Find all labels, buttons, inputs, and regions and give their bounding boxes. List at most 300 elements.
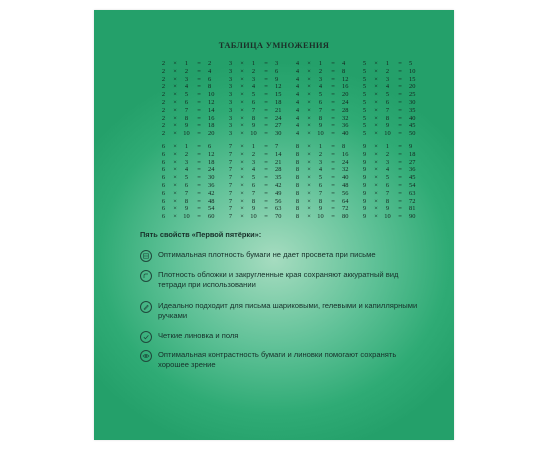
table-factor-a: 9 bbox=[362, 174, 367, 182]
table-equals-sign: = bbox=[398, 91, 402, 99]
table-equals-sign: = bbox=[197, 181, 201, 189]
table-equals-sign: = bbox=[197, 197, 201, 205]
table-times-sign: × bbox=[240, 91, 244, 99]
table-factor-b: 4 bbox=[184, 83, 189, 91]
table-result: 36 bbox=[409, 166, 416, 174]
table-times-sign: × bbox=[307, 205, 311, 213]
table-factor-b: 1 bbox=[318, 143, 323, 150]
table-factor-b: 5 bbox=[385, 174, 390, 182]
table-times-sign: × bbox=[240, 143, 244, 150]
table-equals-sign: = bbox=[331, 143, 335, 150]
table-result: 54 bbox=[409, 181, 416, 189]
table-factor-a: 7 bbox=[228, 205, 233, 213]
table-factor-b: 3 bbox=[251, 158, 256, 166]
table-equals-sign: = bbox=[331, 114, 335, 122]
table-factor-b: 6 bbox=[385, 98, 390, 106]
table-factor-a: 7 bbox=[228, 213, 233, 221]
table-factor-b: 2 bbox=[318, 150, 323, 158]
table-times-sign: × bbox=[240, 197, 244, 205]
table-result: 8 bbox=[208, 83, 212, 91]
table-factor-b: 4 bbox=[318, 83, 323, 91]
table-times-sign: × bbox=[307, 158, 311, 166]
table-factor-a: 5 bbox=[362, 67, 367, 75]
table-equals-sign: = bbox=[264, 75, 268, 83]
table-times-sign: × bbox=[307, 83, 311, 91]
table-times-sign: × bbox=[374, 181, 378, 189]
table-times-sign: × bbox=[307, 98, 311, 106]
table-factor-b: 8 bbox=[184, 197, 189, 205]
table-factor-b: 10 bbox=[384, 213, 391, 221]
times-table-row bbox=[359, 151, 439, 159]
table-times-sign: × bbox=[307, 174, 311, 182]
table-factor-a: 9 bbox=[362, 189, 367, 197]
table-factor-b: 10 bbox=[183, 130, 190, 138]
times-table-row bbox=[359, 91, 439, 99]
table-factor-b: 4 bbox=[385, 83, 390, 91]
table-result: 12 bbox=[208, 98, 215, 106]
table-result: 6 bbox=[208, 143, 212, 150]
table-factor-b: 3 bbox=[318, 75, 323, 83]
table-times-sign: × bbox=[307, 143, 311, 150]
table-times-sign: × bbox=[374, 83, 378, 91]
table-times-sign: × bbox=[374, 143, 378, 150]
table-equals-sign: = bbox=[264, 67, 268, 75]
table-factor-b: 9 bbox=[385, 205, 390, 213]
table-factor-b: 4 bbox=[251, 166, 256, 174]
table-equals-sign: = bbox=[264, 130, 268, 138]
table-factor-b: 8 bbox=[251, 197, 256, 205]
table-equals-sign: = bbox=[398, 98, 402, 106]
table-result: 42 bbox=[208, 189, 215, 197]
table-times-sign: × bbox=[374, 174, 378, 182]
table-times-sign: × bbox=[173, 143, 177, 150]
table-equals-sign: = bbox=[331, 174, 335, 182]
times-table-block bbox=[359, 143, 439, 221]
table-factor-b: 5 bbox=[318, 174, 323, 182]
table-factor-b: 1 bbox=[251, 60, 256, 67]
table-equals-sign: = bbox=[331, 83, 335, 91]
table-equals-sign: = bbox=[398, 205, 402, 213]
table-factor-a: 6 bbox=[161, 189, 166, 197]
times-table-row bbox=[359, 122, 439, 130]
table-factor-b: 1 bbox=[251, 143, 256, 150]
table-result: 72 bbox=[409, 197, 416, 205]
table-equals-sign: = bbox=[197, 83, 201, 91]
table-result: 21 bbox=[275, 106, 282, 114]
table-equals-sign: = bbox=[331, 189, 335, 197]
table-factor-b: 3 bbox=[318, 158, 323, 166]
table-times-sign: × bbox=[374, 130, 378, 138]
table-times-sign: × bbox=[173, 67, 177, 75]
table-factor-b: 3 bbox=[385, 75, 390, 83]
table-times-sign: × bbox=[374, 60, 378, 67]
table-factor-b: 2 bbox=[184, 67, 189, 75]
table-equals-sign: = bbox=[331, 106, 335, 114]
table-factor-a: 9 bbox=[362, 205, 367, 213]
table-result: 60 bbox=[208, 213, 215, 221]
table-result: 20 bbox=[208, 130, 215, 138]
table-result: 80 bbox=[342, 213, 349, 221]
table-equals-sign: = bbox=[197, 189, 201, 197]
table-times-sign: × bbox=[374, 197, 378, 205]
table-times-sign: × bbox=[240, 158, 244, 166]
table-equals-sign: = bbox=[264, 174, 268, 182]
table-factor-a: 2 bbox=[161, 67, 166, 75]
table-factor-a: 4 bbox=[295, 106, 300, 114]
table-factor-a: 3 bbox=[228, 122, 233, 130]
table-result: 2 bbox=[208, 60, 212, 67]
table-factor-a: 7 bbox=[228, 158, 233, 166]
table-result: 30 bbox=[275, 130, 282, 138]
table-factor-b: 7 bbox=[184, 189, 189, 197]
property-text: Плотность обложки и закругленные края сохраняют аккуратный вид тетради при использовании bbox=[158, 270, 399, 290]
table-times-sign: × bbox=[307, 189, 311, 197]
table-equals-sign: = bbox=[264, 181, 268, 189]
table-factor-b: 1 bbox=[184, 143, 189, 150]
table-equals-sign: = bbox=[197, 143, 201, 150]
table-times-sign: × bbox=[374, 114, 378, 122]
table-factor-b: 10 bbox=[317, 213, 324, 221]
table-times-sign: × bbox=[240, 106, 244, 114]
table-factor-a: 7 bbox=[228, 143, 233, 150]
times-table-row bbox=[359, 130, 439, 138]
table-result: 15 bbox=[409, 75, 416, 83]
table-equals-sign: = bbox=[197, 158, 201, 166]
table-times-sign: × bbox=[240, 130, 244, 138]
table-equals-sign: = bbox=[264, 143, 268, 150]
table-factor-a: 9 bbox=[362, 197, 367, 205]
table-factor-a: 8 bbox=[295, 205, 300, 213]
table-equals-sign: = bbox=[331, 158, 335, 166]
table-result: 90 bbox=[409, 213, 416, 221]
property-text: Оптимальная контрастность бумаги и линовки помогают сохранять хорошее зрение bbox=[158, 350, 397, 370]
table-times-sign: × bbox=[240, 174, 244, 182]
table-factor-a: 8 bbox=[295, 181, 300, 189]
table-times-sign: × bbox=[240, 150, 244, 158]
table-factor-b: 4 bbox=[318, 166, 323, 174]
table-result: 8 bbox=[342, 143, 346, 150]
table-factor-a: 9 bbox=[362, 158, 367, 166]
table-result: 24 bbox=[342, 158, 349, 166]
table-equals-sign: = bbox=[398, 130, 402, 138]
times-table-row bbox=[359, 115, 439, 123]
table-times-sign: × bbox=[240, 114, 244, 122]
table-equals-sign: = bbox=[264, 60, 268, 67]
table-factor-b: 3 bbox=[251, 75, 256, 83]
table-result: 28 bbox=[342, 106, 349, 114]
table-factor-a: 2 bbox=[161, 130, 166, 138]
table-factor-a: 9 bbox=[362, 166, 367, 174]
table-equals-sign: = bbox=[197, 130, 201, 138]
table-factor-b: 8 bbox=[318, 114, 323, 122]
table-equals-sign: = bbox=[264, 91, 268, 99]
table-times-sign: × bbox=[173, 75, 177, 83]
table-result: 42 bbox=[275, 181, 282, 189]
table-times-sign: × bbox=[307, 213, 311, 221]
pen-icon bbox=[140, 301, 152, 313]
table-factor-a: 9 bbox=[362, 213, 367, 221]
table-factor-b: 8 bbox=[318, 197, 323, 205]
table-factor-a: 3 bbox=[228, 75, 233, 83]
table-equals-sign: = bbox=[331, 197, 335, 205]
table-factor-b: 8 bbox=[184, 114, 189, 122]
table-result: 48 bbox=[342, 181, 349, 189]
table-times-sign: × bbox=[240, 75, 244, 83]
table-times-sign: × bbox=[173, 158, 177, 166]
table-result: 54 bbox=[208, 205, 215, 213]
table-factor-b: 9 bbox=[385, 122, 390, 130]
table-times-sign: × bbox=[173, 166, 177, 174]
table-result: 70 bbox=[275, 213, 282, 221]
table-result: 5 bbox=[409, 60, 413, 67]
table-factor-a: 3 bbox=[228, 130, 233, 138]
table-factor-b: 9 bbox=[184, 122, 189, 130]
table-factor-b: 6 bbox=[251, 181, 256, 189]
table-result: 45 bbox=[409, 122, 416, 130]
table-times-sign: × bbox=[374, 205, 378, 213]
times-table-row bbox=[359, 76, 439, 84]
table-factor-b: 10 bbox=[384, 130, 391, 138]
table-factor-b: 5 bbox=[251, 174, 256, 182]
table-equals-sign: = bbox=[331, 60, 335, 67]
table-times-sign: × bbox=[173, 122, 177, 130]
table-factor-a: 4 bbox=[295, 67, 300, 75]
table-result: 6 bbox=[208, 75, 212, 83]
table-factor-a: 2 bbox=[161, 75, 166, 83]
table-factor-b: 8 bbox=[251, 114, 256, 122]
table-times-sign: × bbox=[307, 150, 311, 158]
table-factor-b: 3 bbox=[385, 158, 390, 166]
table-result: 32 bbox=[342, 114, 349, 122]
table-result: 30 bbox=[208, 174, 215, 182]
table-factor-a: 3 bbox=[228, 106, 233, 114]
property-text: Четкие линовка и поля bbox=[158, 331, 239, 340]
cover-title: ТАБЛИЦА УМНОЖЕНИЯ bbox=[218, 40, 330, 50]
table-factor-a: 7 bbox=[228, 174, 233, 182]
table-factor-b: 5 bbox=[184, 174, 189, 182]
table-result: 12 bbox=[342, 75, 349, 83]
times-table-row bbox=[359, 205, 439, 213]
table-result: 24 bbox=[275, 114, 282, 122]
table-times-sign: × bbox=[307, 166, 311, 174]
table-equals-sign: = bbox=[331, 67, 335, 75]
table-factor-a: 3 bbox=[228, 60, 233, 67]
table-result: 12 bbox=[275, 83, 282, 91]
table-factor-b: 2 bbox=[318, 67, 323, 75]
table-equals-sign: = bbox=[398, 174, 402, 182]
table-equals-sign: = bbox=[264, 158, 268, 166]
table-factor-b: 10 bbox=[250, 130, 257, 138]
table-result: 49 bbox=[275, 189, 282, 197]
table-factor-a: 5 bbox=[362, 114, 367, 122]
table-equals-sign: = bbox=[264, 189, 268, 197]
table-factor-a: 5 bbox=[362, 91, 367, 99]
table-result: 40 bbox=[342, 174, 349, 182]
times-table-row bbox=[359, 83, 439, 91]
table-times-sign: × bbox=[240, 98, 244, 106]
table-factor-b: 4 bbox=[385, 166, 390, 174]
table-equals-sign: = bbox=[398, 114, 402, 122]
table-times-sign: × bbox=[374, 166, 378, 174]
table-result: 9 bbox=[409, 143, 413, 150]
table-result: 30 bbox=[409, 98, 416, 106]
table-result: 40 bbox=[409, 114, 416, 122]
table-factor-b: 10 bbox=[183, 213, 190, 221]
table-result: 7 bbox=[275, 143, 279, 150]
table-factor-b: 6 bbox=[184, 98, 189, 106]
table-factor-a: 4 bbox=[295, 83, 300, 91]
table-factor-b: 2 bbox=[251, 67, 256, 75]
table-result: 4 bbox=[342, 60, 346, 67]
table-equals-sign: = bbox=[264, 166, 268, 174]
table-factor-a: 4 bbox=[295, 130, 300, 138]
table-times-sign: × bbox=[307, 106, 311, 114]
table-equals-sign: = bbox=[331, 130, 335, 138]
table-equals-sign: = bbox=[197, 75, 201, 83]
table-equals-sign: = bbox=[398, 158, 402, 166]
table-equals-sign: = bbox=[398, 189, 402, 197]
table-result: 28 bbox=[275, 166, 282, 174]
table-equals-sign: = bbox=[264, 150, 268, 158]
table-equals-sign: = bbox=[197, 67, 201, 75]
table-result: 36 bbox=[208, 181, 215, 189]
table-equals-sign: = bbox=[398, 60, 402, 67]
table-times-sign: × bbox=[240, 205, 244, 213]
table-times-sign: × bbox=[173, 114, 177, 122]
table-factor-a: 5 bbox=[362, 130, 367, 138]
table-factor-a: 8 bbox=[295, 197, 300, 205]
notebook-back-cover bbox=[94, 10, 454, 440]
table-factor-a: 7 bbox=[228, 150, 233, 158]
table-factor-a: 4 bbox=[295, 98, 300, 106]
table-equals-sign: = bbox=[197, 60, 201, 67]
table-result: 40 bbox=[342, 130, 349, 138]
table-times-sign: × bbox=[307, 181, 311, 189]
table-factor-a: 9 bbox=[362, 181, 367, 189]
table-factor-b: 10 bbox=[317, 130, 324, 138]
table-times-sign: × bbox=[307, 122, 311, 130]
table-factor-a: 4 bbox=[295, 122, 300, 130]
table-factor-a: 5 bbox=[362, 98, 367, 106]
table-factor-a: 6 bbox=[161, 143, 166, 150]
table-equals-sign: = bbox=[197, 174, 201, 182]
table-factor-b: 1 bbox=[318, 60, 323, 67]
table-times-sign: × bbox=[307, 67, 311, 75]
table-equals-sign: = bbox=[264, 114, 268, 122]
table-factor-a: 2 bbox=[161, 98, 166, 106]
table-times-sign: × bbox=[374, 150, 378, 158]
table-result: 16 bbox=[342, 83, 349, 91]
table-equals-sign: = bbox=[264, 213, 268, 221]
table-equals-sign: = bbox=[197, 213, 201, 221]
table-times-sign: × bbox=[173, 91, 177, 99]
table-factor-b: 6 bbox=[318, 181, 323, 189]
table-times-sign: × bbox=[374, 91, 378, 99]
table-result: 27 bbox=[409, 158, 416, 166]
table-times-sign: × bbox=[307, 75, 311, 83]
table-equals-sign: = bbox=[398, 197, 402, 205]
table-factor-b: 6 bbox=[385, 181, 390, 189]
table-result: 56 bbox=[275, 197, 282, 205]
table-equals-sign: = bbox=[398, 181, 402, 189]
table-equals-sign: = bbox=[398, 75, 402, 83]
table-times-sign: × bbox=[240, 67, 244, 75]
times-table-row bbox=[359, 166, 439, 174]
table-factor-a: 2 bbox=[161, 91, 166, 99]
table-factor-a: 3 bbox=[228, 67, 233, 75]
table-factor-b: 6 bbox=[251, 98, 256, 106]
table-factor-a: 2 bbox=[161, 114, 166, 122]
table-equals-sign: = bbox=[197, 91, 201, 99]
table-factor-a: 4 bbox=[295, 75, 300, 83]
table-times-sign: × bbox=[374, 106, 378, 114]
table-result: 18 bbox=[409, 150, 416, 158]
table-result: 16 bbox=[208, 114, 215, 122]
table-equals-sign: = bbox=[331, 91, 335, 99]
table-factor-b: 7 bbox=[385, 106, 390, 114]
table-times-sign: × bbox=[374, 213, 378, 221]
table-factor-b: 2 bbox=[385, 150, 390, 158]
times-table-row bbox=[359, 159, 439, 167]
table-result: 18 bbox=[275, 98, 282, 106]
table-times-sign: × bbox=[240, 60, 244, 67]
table-factor-a: 2 bbox=[161, 83, 166, 91]
table-result: 32 bbox=[342, 166, 349, 174]
table-factor-a: 6 bbox=[161, 166, 166, 174]
times-table-row bbox=[359, 174, 439, 182]
table-equals-sign: = bbox=[264, 83, 268, 91]
table-factor-a: 6 bbox=[161, 174, 166, 182]
times-table-row bbox=[359, 143, 439, 151]
table-times-sign: × bbox=[173, 213, 177, 221]
table-factor-a: 5 bbox=[362, 75, 367, 83]
table-factor-a: 7 bbox=[228, 166, 233, 174]
table-times-sign: × bbox=[173, 60, 177, 67]
table-factor-a: 7 bbox=[228, 197, 233, 205]
table-times-sign: × bbox=[240, 166, 244, 174]
table-times-sign: × bbox=[173, 98, 177, 106]
table-result: 6 bbox=[275, 67, 279, 75]
table-equals-sign: = bbox=[398, 106, 402, 114]
table-equals-sign: = bbox=[331, 98, 335, 106]
table-factor-a: 8 bbox=[295, 174, 300, 182]
table-result: 14 bbox=[208, 106, 215, 114]
table-factor-a: 3 bbox=[228, 91, 233, 99]
table-equals-sign: = bbox=[331, 181, 335, 189]
times-table-row bbox=[359, 99, 439, 107]
table-times-sign: × bbox=[173, 83, 177, 91]
times-table-row bbox=[359, 68, 439, 76]
table-times-sign: × bbox=[173, 189, 177, 197]
table-factor-b: 4 bbox=[251, 83, 256, 91]
table-factor-b: 7 bbox=[184, 106, 189, 114]
table-result: 21 bbox=[275, 158, 282, 166]
table-factor-a: 6 bbox=[161, 205, 166, 213]
table-factor-b: 9 bbox=[184, 205, 189, 213]
table-result: 18 bbox=[208, 158, 215, 166]
table-factor-b: 2 bbox=[251, 150, 256, 158]
table-times-sign: × bbox=[374, 67, 378, 75]
table-factor-b: 8 bbox=[385, 114, 390, 122]
table-result: 14 bbox=[275, 150, 282, 158]
table-times-sign: × bbox=[307, 130, 311, 138]
table-result: 18 bbox=[208, 122, 215, 130]
table-factor-b: 7 bbox=[318, 189, 323, 197]
table-factor-a: 9 bbox=[362, 150, 367, 158]
table-result: 12 bbox=[208, 150, 215, 158]
table-equals-sign: = bbox=[398, 67, 402, 75]
table-factor-a: 8 bbox=[295, 166, 300, 174]
